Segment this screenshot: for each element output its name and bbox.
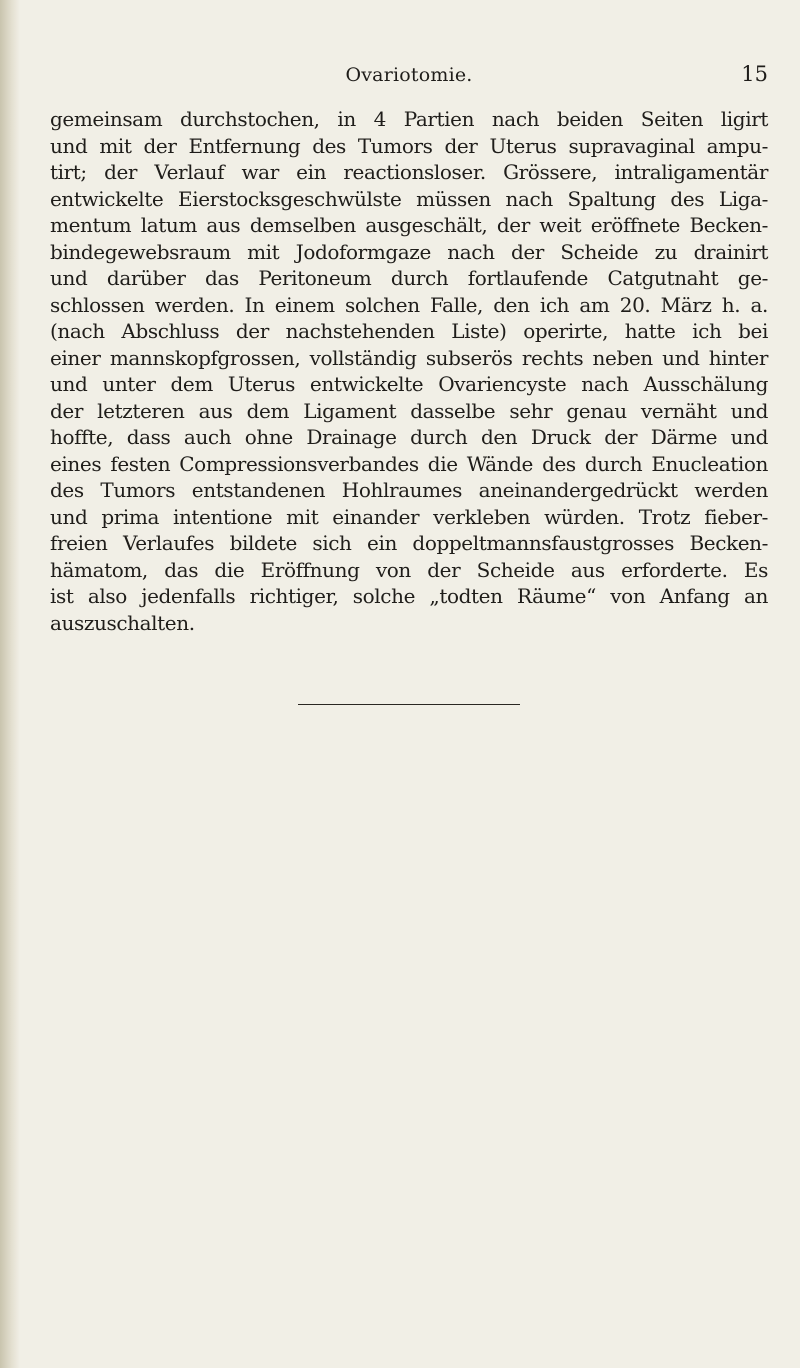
text-line: hämatom, das die Eröffnung von der Scheide aus erforderte. Es bbox=[50, 557, 768, 582]
running-header bbox=[50, 62, 768, 92]
text-line: und unter dem Uterus entwickelte Ovariencyste nach Ausschälung bbox=[50, 372, 768, 396]
book-page bbox=[50, 0, 768, 1368]
running-title: Ovariotomie. bbox=[345, 64, 473, 86]
text-line: (nach Abschluss der nachstehenden Liste) operirte, hatte ich bei bbox=[50, 319, 768, 343]
text-line: tirt; der Verlauf war ein reactionsloser. Grössere, intraligamentär bbox=[50, 160, 768, 184]
text-line: mentum latum aus demselben ausgeschält, der weit eröffnete Becken- bbox=[50, 213, 768, 237]
section-divider bbox=[298, 704, 520, 705]
text-line: und darüber das Peritoneum durch fortlaufende Catgutnaht ge- bbox=[50, 266, 768, 290]
text-line: und prima intentione mit einander verkleben würden. Trotz fieber- bbox=[50, 504, 768, 529]
text-line: des Tumors entstandenen Hohlraumes aneinandergedrückt werden bbox=[50, 478, 768, 502]
text-line: der letzteren aus dem Ligament dasselbe sehr genau vernäht und bbox=[50, 398, 768, 423]
page-edge-shadow bbox=[0, 0, 20, 1368]
body-paragraph bbox=[50, 106, 768, 636]
text-line: freien Verlaufes bildete sich ein doppeltmannsfaustgrosses Becken- bbox=[50, 531, 768, 555]
text-line: entwickelte Eierstocksgeschwülste müssen nach Spaltung des Liga- bbox=[50, 186, 768, 211]
text-line: bindegewebsraum mit Jodoformgaze nach der Scheide zu drainirt bbox=[50, 239, 768, 264]
text-line: schlossen werden. In einem solchen Falle, den ich am 20. März h. a. bbox=[50, 292, 768, 317]
text-line: eines festen Compressionsverbandes die Wände des durch Enucleation bbox=[50, 451, 768, 476]
page-number: 15 bbox=[741, 62, 768, 86]
text-line: einer mannskopfgrossen, vollständig subserös rechts neben und hinter bbox=[50, 345, 768, 370]
text-line: hoffte, dass auch ohne Drainage durch den Druck der Därme und bbox=[50, 425, 768, 449]
text-line: gemeinsam durchstochen, in 4 Partien nach beiden Seiten ligirt bbox=[50, 107, 768, 131]
text-line: auszuschalten. bbox=[50, 610, 195, 635]
text-line: und mit der Entfernung des Tumors der Uterus supravaginal ampu- bbox=[50, 133, 768, 158]
text-line: ist also jedenfalls richtiger, solche „todten Räume“ von Anfang an bbox=[50, 584, 768, 608]
